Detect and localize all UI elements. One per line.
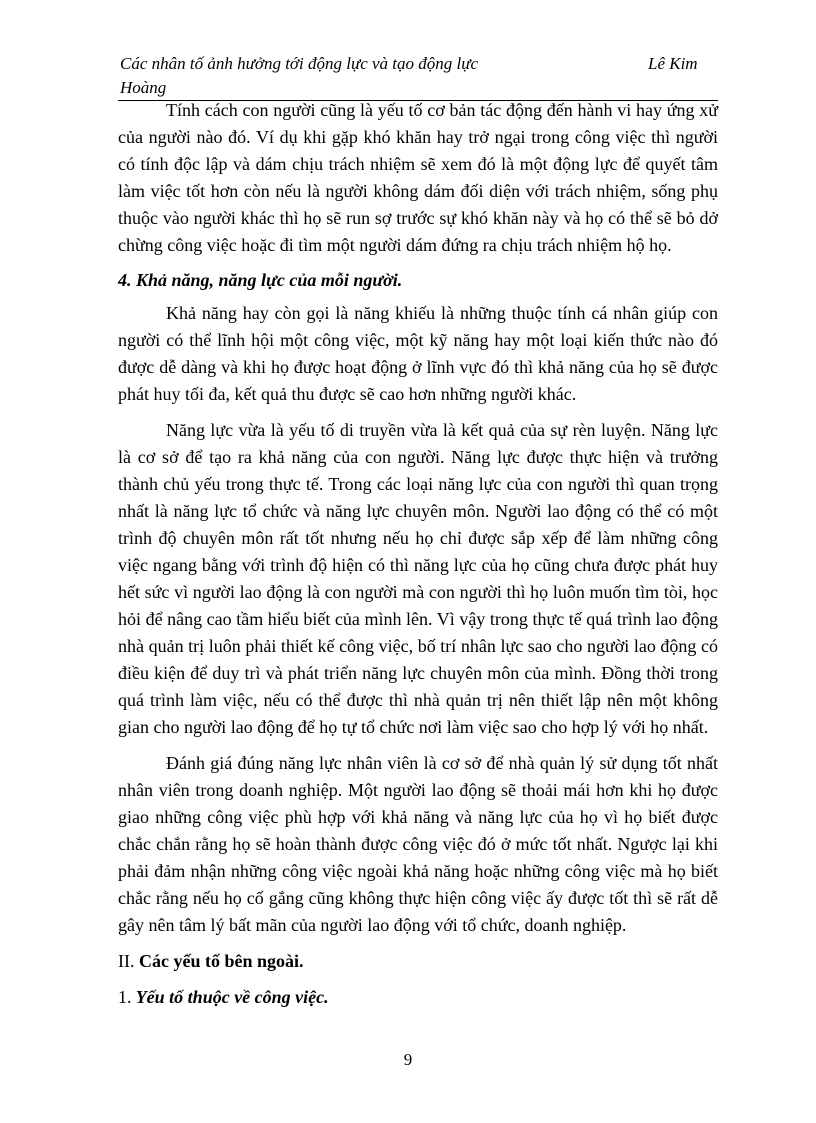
paragraph-personality: Tính cách con người cũng là yếu tố cơ bản tác động đến hành vi hay ứng xử của người nào đó. Ví dụ khi gặp khó khăn hay trở ngại trong công việc thì người có tính độc lập và dám chịu trách nhiệm sẽ xem đó là một động lực để quyết tâm làm việc tốt hơn còn nếu là người không dám đối diện với trách nhiệm, sống phụ thuộc vào người khác thì họ sẽ run sợ trước sự khó khăn này và họ có thể sẽ bỏ dở chừng công việc hoặc đi tìm một người dám đứng ra chịu trách nhiệm hộ họ. <box>118 100 718 255</box>
section-title: Các yếu tố bên ngoài. <box>139 951 304 971</box>
paragraph-evaluation: Đánh giá đúng năng lực nhân viên là cơ sở để nhà quản lý sử dụng tốt nhất nhân viên trong doanh nghiệp. Một người lao động sẽ thoải mái hơn khi họ được giao những công việc phù hợp với khả năng và năng lực của họ vì họ biết được chắc chắn rằng họ sẽ hoàn thành được công việc đó ở mức tốt nhất. Ngược lại khi phải đảm nhận những công việc ngoài khả năng hoặc những công việc mà họ biết chắc rằng nếu họ cố gắng cũng không thực hiện công việc ấy được tốt thì sẽ rất dễ gây nên tâm lý bất mãn của người lao động với tổ chức, doanh nghiệp. <box>118 753 718 935</box>
header-title: Các nhân tố ảnh hưởng tới động lực và tạo động lực <box>120 54 479 73</box>
document-body <box>118 97 718 1011</box>
heading-ability: 4. Khả năng, năng lực của mỗi người. <box>118 270 403 290</box>
paragraph-competence: Năng lực vừa là yếu tố di truyền vừa là kết quả của sự rèn luyện. Năng lực là cơ sở để tạo ra khả năng của con người. Năng lực được thực hiện và trưởng thành chủ yếu trong thực tế. Trong các loại năng lực của con người thì quan trọng nhất là năng lực tổ chức và năng lực chuyên môn. Người lao động có thể có một trình độ chuyên môn rất tốt nhưng nếu họ chỉ được sắp xếp để làm những công việc ngang bằng với trình độ hiện có thì năng lực của họ cũng chưa được phát huy hết sức vì người lao động là con người mà con người thì họ luôn muốn tìm tòi, học hỏi để nâng cao tầm hiểu biết của mình lên. Vì vậy trong thực tế quá trình lao động nhà quản trị luôn phải thiết kế công việc, bố trí nhân lực sao cho người lao động có điều kiện để duy trì và phát triển năng lực chuyên môn của mình. Đồng thời trong quá trình làm việc, nếu có thể được thì nhà quản trị nên thiết lập nên một không gian cho người lao động để họ tự tổ chức nơi làm việc sao cho hợp lý với họ nhất. <box>118 420 718 737</box>
paragraph-ability: Khả năng hay còn gọi là năng khiếu là những thuộc tính cá nhân giúp con người có thể lĩnh hội một công việc, một kỹ năng hay một loại kiến thức nào đó được dễ dàng và khi họ được hoạt động ở lĩnh vực đó thì khả năng của họ sẽ được phát huy tối đa, kết quả thu được sẽ cao hơn những người khác. <box>118 303 718 404</box>
section-number: II. <box>118 951 135 971</box>
subsection-title: Yếu tố thuộc về công việc. <box>135 987 329 1007</box>
heading-external-factors <box>118 948 718 975</box>
subsection-number: 1. <box>118 987 132 1007</box>
header-title-continued: Hoàng <box>120 78 167 97</box>
page-number: 9 <box>403 1050 413 1069</box>
page-header <box>120 52 720 100</box>
header-author: Lê Kim <box>648 54 698 73</box>
heading-job-factors <box>118 984 718 1011</box>
